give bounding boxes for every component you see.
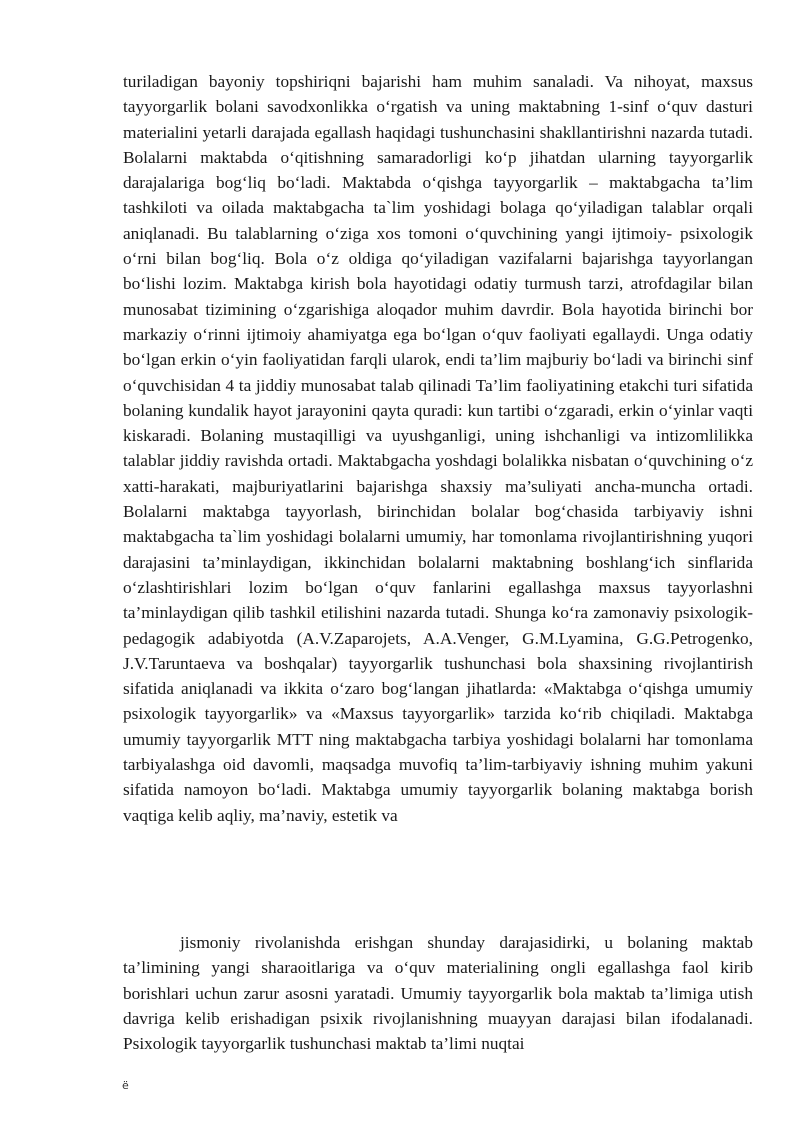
body-paragraph-1: turiladigan bayoniy topshiriqni bajarishi ham muhim sanaladi. Va nihoyat, maxsus tayyorgarlik bolani savodxonlikka o‘rgatish va uning maktabning 1-sinf o‘quv dasturi materialini yetarli darajada egallash haqidagi tushunchasini shakllantirishni nazarda tutadi. Bolalarni maktabda o‘qitishning samaradorligi ko‘p jihatdan ularning tayyorgarlik darajalariga bog‘liq bo‘ladi. Maktabda o‘qishga tayyorgarlik – maktabgacha ta’lim tashkiloti va oilada maktabgacha ta`lim yoshidagi bolaga qo‘yiladigan talablar orqali aniqlanadi. Bu talablarning o‘ziga xos tomoni o‘quvchining yangi ijtimoiy- psixologik o‘rni bilan bog‘liq. Bola o‘z oldiga qo‘yiladigan vazifalarni bajarishga tayyorlangan bo‘lishi lozim. Maktabga kirish bola hayotidagi odatiy turmush tarzi, atrofdagilar bilan munosabat tizimining o‘zgarishiga aloqador muhim davrdir. Bola hayotida birinchi bor markaziy o‘rinni ijtimoiy ahamiyatga ega bo‘lgan o‘quv faoliyati egallaydi. Unga odatiy bo‘lgan erkin o‘yin faoliyatidan farqli ularok, endi ta’lim majburiy bo‘ladi va birinchi sinf o‘quvchisidan 4 ta jiddiy munosabat talab qilinadi Ta’lim faoliyatining etakchi turi sifatida bolaning kundalik hayot jarayonini qayta quradi: kun tartibi o‘zgaradi, erkin o‘yinlar vaqti kiskaradi. Bolaning mustaqilligi va uyushganligi, uning ishchanligi va intizomlilikka talablar jiddiy ravishda ortadi. Maktabgacha yoshdagi bolalikka nisbatan o‘quvchining o‘z xatti-harakati, majburiyatlarini bajarishga shaxsiy ma’suliyati ancha-muncha ortadi. Bolalarni maktabga tayyorlash, birinchidan bolalar bog‘chasida tarbiyaviy ishni maktabgacha ta`lim yoshidagi bolalarni umumiy, har tomonlama rivojlantirishning yuqori darajasini ta’minlaydigan, ikkinchidan bolalarni maktabning boshlang‘ich sinflarida o‘zlashtirishlari lozim bo‘lgan o‘quv fanlarini egallashga maxsus tayyorlashni ta’minlaydigan qilib tashkil etilishini nazarda tutadi. Shunga ko‘ra zamonaviy psixologik-pedagogik adabiyotda (A.V.Zaparojets, A.A.Venger, G.M.Lyamina, G.G.Petrogenko, J.V.Taruntaeva va boshqalar) tayyorgarlik tushunchasi bola shaxsining rivojlantirish sifatida aniqlanadi va ikkita o‘zaro bog‘langan jihatlarda: «Maktabga o‘qishga umumiy psixologik tayyorgarlik» va «Maxsus tayyorgarlik» tarzida ko‘rib chiqiladi. Maktabga umumiy tayyorgarlik MTT ning maktabgacha tarbiya yoshidagi bolalarni har tomonlama tarbiyalashga oid davomli, maqsadga muvofiq ta’lim-tarbiyaviy ishning muhim yakuni sifatida namoyon bo‘ladi. Maktabga umumiy tayyorgarlik bolaning maktabga borish vaqtiga kelib aqliy, ma’naviy, estetik va [123, 72, 753, 825]
body-paragraph-2: jismoniy rivolanishda erishgan shunday darajasidirki, u bolaning maktab ta’limining yangi sharaoitlariga va o‘quv materialining ongli egallashga faol kirib borishlari uchun zarur asosni yaratadi. Umumiy tayyorgarlik bola maktab ta’limiga utish davriga kelib erishadigan psixik rivojlanishning muayyan darajasi bilan ifodalanadi. Psixologik tayyorgarlik tushunchasi maktab ta’limi nuqtai [123, 933, 753, 1054]
footer-mark: ë [122, 1079, 129, 1092]
